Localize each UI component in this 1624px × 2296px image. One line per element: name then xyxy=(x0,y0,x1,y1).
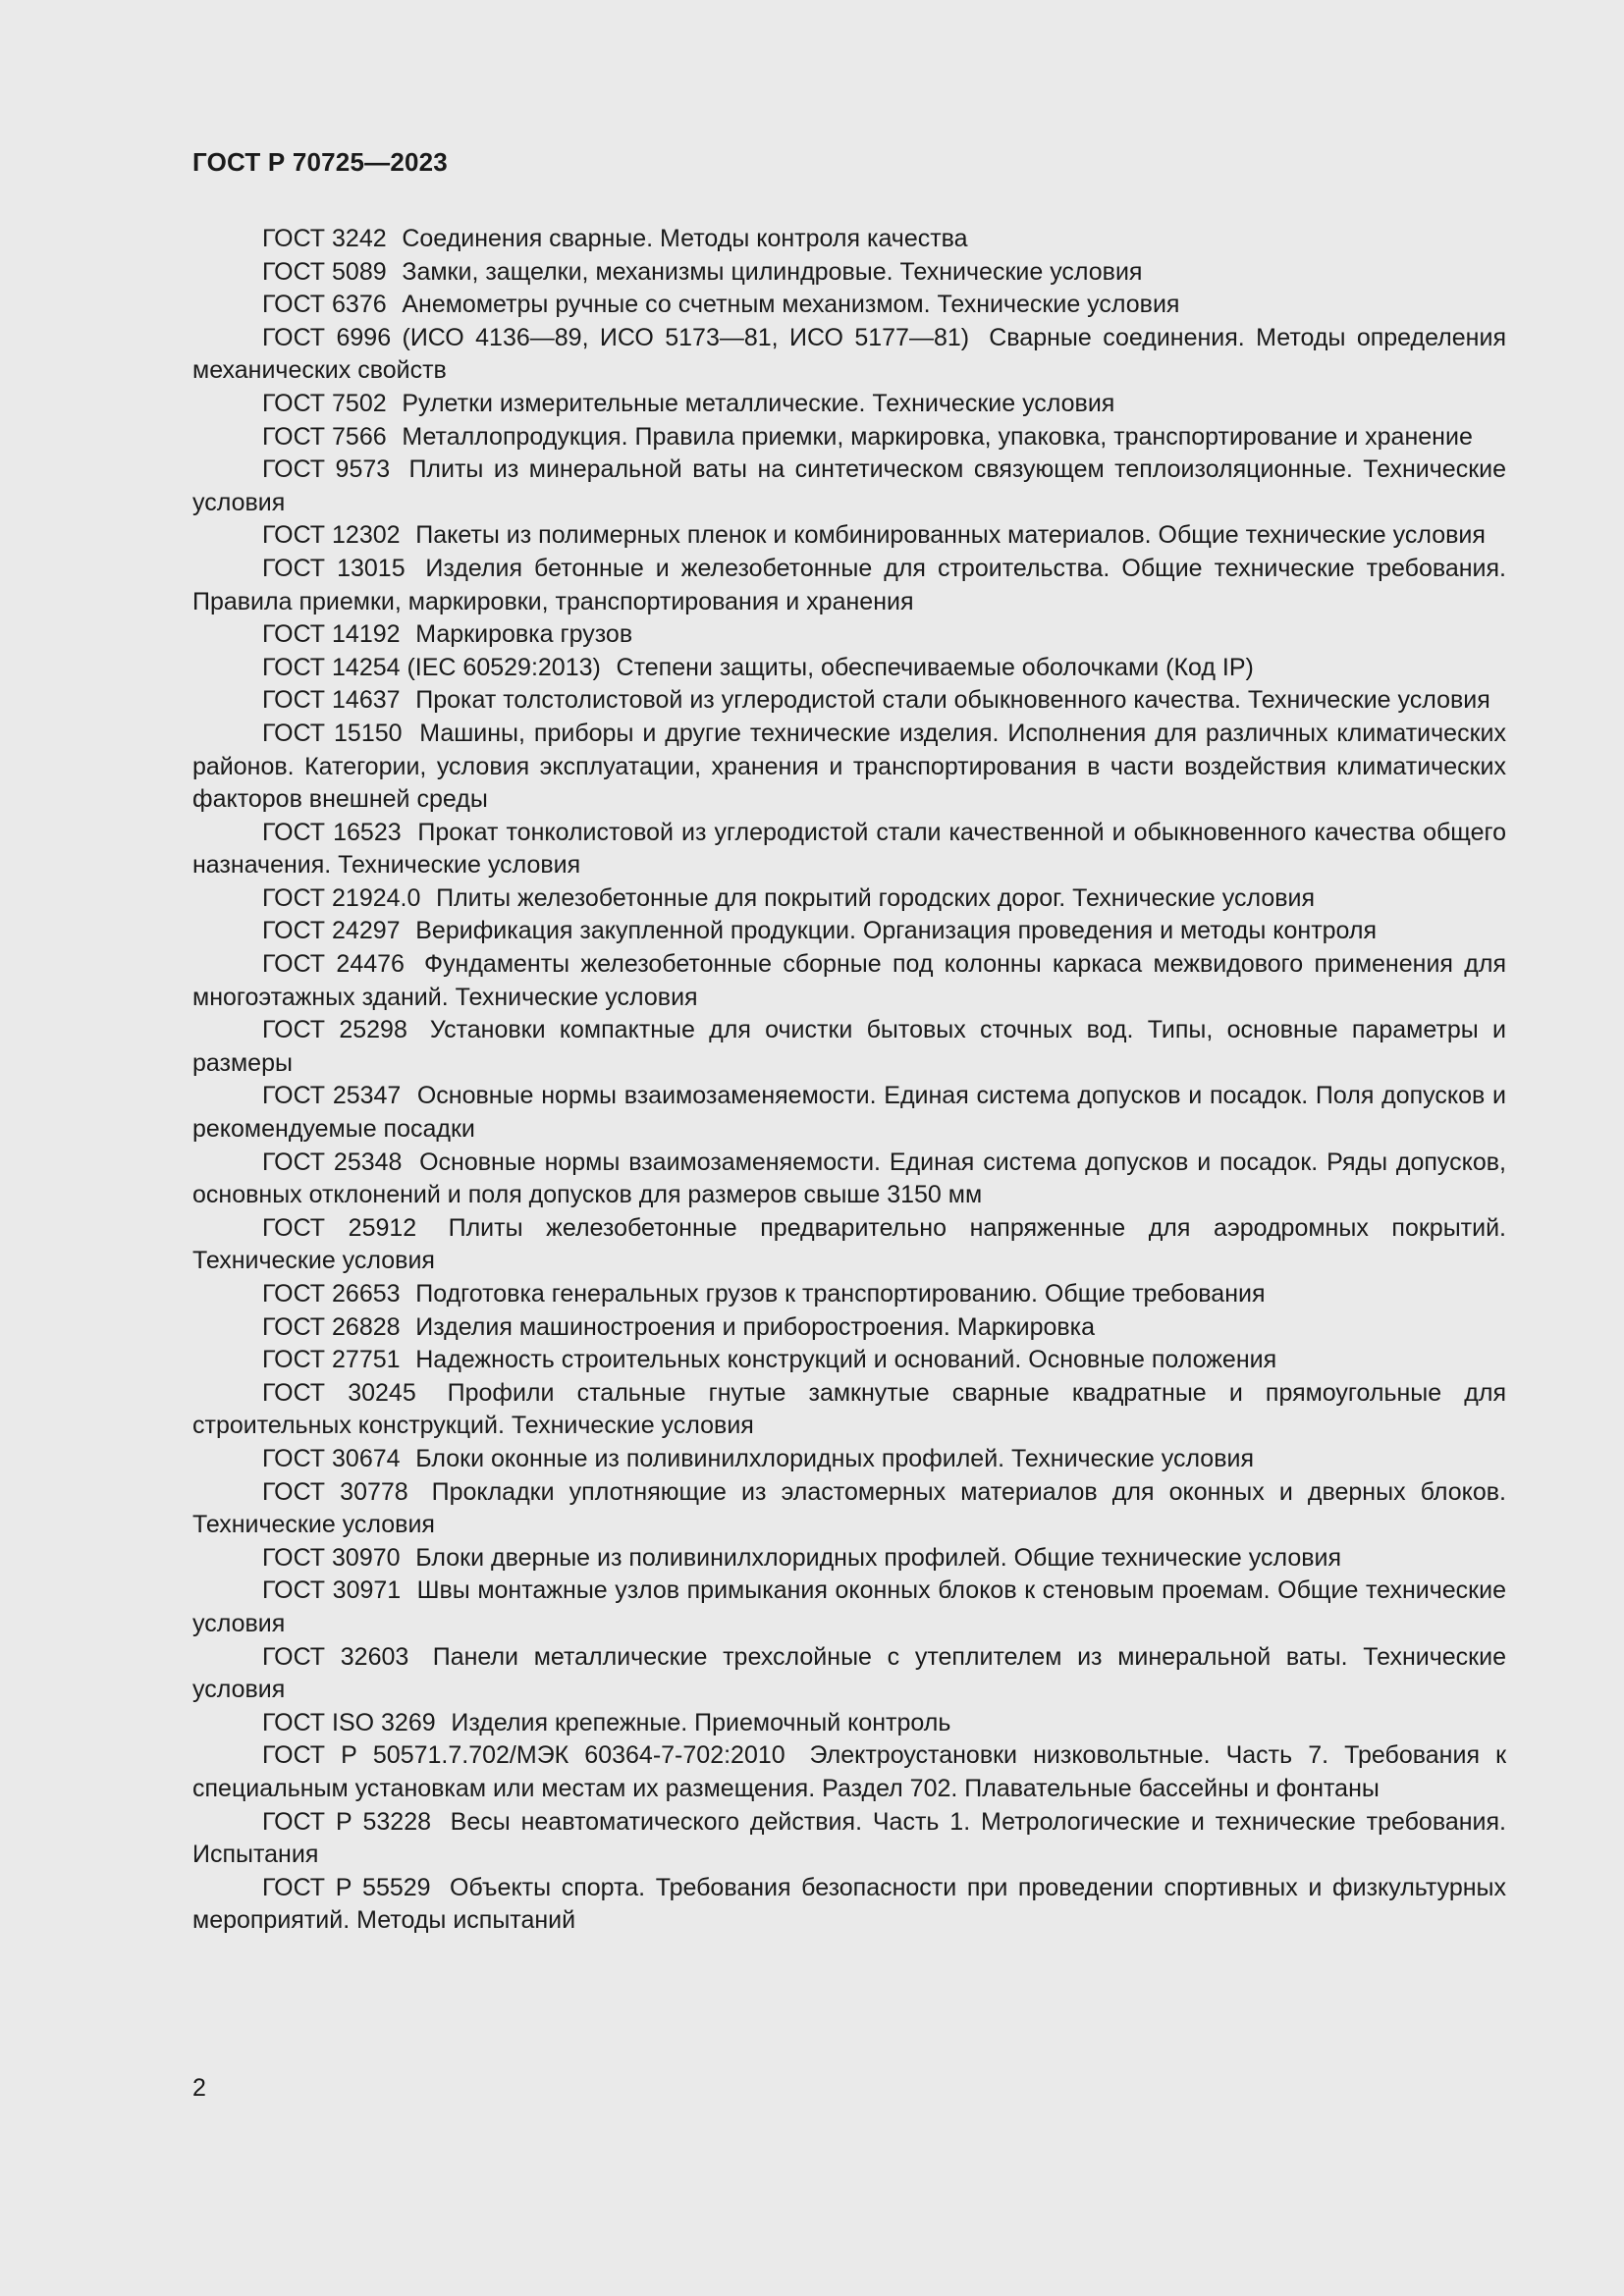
reference-title: Металлопродукция. Правила приемки, маркировка, упаковка, транспортирование и хранение xyxy=(402,422,1473,451)
reference-item xyxy=(192,519,1506,553)
reference-item xyxy=(192,1575,1506,1640)
reference-title: Прокладки уплотняющие из эластомерных материалов для оконных и дверных блоков. Технические условия xyxy=(192,1477,1507,1539)
reference-item xyxy=(192,1542,1506,1575)
reference-code: ГОСТ 26653 xyxy=(262,1280,401,1308)
reference-title: Прокат тонколистовой из углеродистой стали качественной и обыкновенного качества общего назначения. Технические условия xyxy=(192,818,1506,880)
reference-item xyxy=(192,256,1506,290)
reference-code: ГОСТ 25347 xyxy=(262,1082,402,1110)
reference-item xyxy=(192,1147,1506,1212)
reference-code: ГОСТ 30778 xyxy=(262,1477,408,1506)
reference-code: ГОСТ 5089 xyxy=(262,257,387,286)
reference-title: Маркировка грузов xyxy=(415,620,633,649)
reference-item xyxy=(192,553,1506,618)
reference-code: ГОСТ Р 55529 xyxy=(262,1873,431,1901)
reference-code: ГОСТ 15150 xyxy=(262,719,403,747)
reference-title: Плиты из минеральной ваты на синтетическом связующем теплоизоляционные. Технические условия xyxy=(192,455,1507,516)
reference-title: Соединения сварные. Методы контроля качества xyxy=(402,225,968,252)
reference-title: Степени защиты, обеспечиваемые оболочками (Код IP) xyxy=(616,653,1254,681)
reference-code: ГОСТ 30971 xyxy=(262,1576,402,1605)
reference-item xyxy=(192,1278,1506,1311)
reference-item xyxy=(192,948,1506,1014)
reference-title: Объекты спорта. Требования безопасности при проведении спортивных и физкультурных мероприятий. Методы испытаний xyxy=(192,1873,1506,1935)
reference-title: Изделия машиностроения и приборостроения. Маркировка xyxy=(415,1312,1096,1341)
reference-code: ГОСТ 24297 xyxy=(262,917,401,945)
reference-code: ГОСТ 32603 xyxy=(262,1642,409,1671)
reference-title: Изделия бетонные и железобетонные для строительства. Общие технические требования. Правила приемки, маркировки, транспортирования и хранения xyxy=(192,554,1507,615)
reference-item xyxy=(192,1641,1506,1707)
normative-references-list xyxy=(192,223,1506,1938)
reference-code: ГОСТ 16523 xyxy=(262,818,402,846)
reference-title: Блоки оконные из поливинилхлоридных профилей. Технические условия xyxy=(415,1444,1254,1472)
reference-code: ГОСТ 14192 xyxy=(262,620,401,649)
reference-code: ГОСТ 6996 (ИСО 4136—89, ИСО 5173—81, ИСО 5177—81) xyxy=(262,323,970,351)
reference-title: Установки компактные для очистки бытовых сточных вод. Типы, основные параметры и размеры xyxy=(192,1016,1506,1077)
reference-code: ГОСТ 25348 xyxy=(262,1148,403,1176)
reference-title: Профили стальные гнутые замкнутые сварные квадратные и прямоугольные для строительных конструкций. Технические условия xyxy=(192,1378,1506,1440)
reference-code: ГОСТ 6376 xyxy=(262,291,387,319)
reference-title: Блоки дверные из поливинилхлоридных профилей. Общие технические условия xyxy=(415,1543,1342,1572)
reference-code: ГОСТ 30245 xyxy=(262,1378,416,1407)
reference-code: ГОСТ 7566 xyxy=(262,422,387,451)
reference-item xyxy=(192,684,1506,718)
reference-item xyxy=(192,1739,1506,1805)
reference-title: Верификация закупленной продукции. Организация проведения и методы контроля xyxy=(415,917,1378,945)
reference-code: ГОСТ 26828 xyxy=(262,1312,401,1341)
reference-item xyxy=(192,1014,1506,1080)
reference-code: ГОСТ 30674 xyxy=(262,1444,401,1472)
reference-code: ГОСТ 25298 xyxy=(262,1016,407,1044)
reference-item xyxy=(192,1806,1506,1872)
reference-title: Машины, приборы и другие технические изделия. Исполнения для различных климатических районов. Категории, условия эксплуатации, хранения и транспортирования в части воздействия климатических факторов внешней среды xyxy=(192,719,1506,814)
reference-item xyxy=(192,1212,1506,1278)
reference-item xyxy=(192,618,1506,652)
reference-code: ГОСТ 3242 xyxy=(262,225,387,252)
reference-item xyxy=(192,223,1506,256)
reference-title: Прокат толстолистовой из углеродистой стали обыкновенного качества. Технические условия xyxy=(415,686,1490,715)
reference-title: Плиты железобетонные предварительно напряженные для аэродромных покрытий. Технические условия xyxy=(192,1213,1507,1275)
reference-code: ГОСТ 24476 xyxy=(262,950,405,979)
reference-code: ГОСТ ISO 3269 xyxy=(262,1708,436,1736)
reference-code: ГОСТ 25912 xyxy=(262,1213,417,1242)
reference-title: Электроустановки низковольтные. Часть 7. Требования к специальным установкам или местам их размещения. Раздел 702. Плавательные бассейны и фонтаны xyxy=(192,1741,1507,1802)
reference-title: Плиты железобетонные для покрытий городских дорог. Технические условия xyxy=(436,883,1316,912)
reference-item xyxy=(192,1377,1506,1443)
reference-title: Панели металлические трехслойные с утеплителем из минеральной ваты. Технические условия xyxy=(192,1642,1506,1704)
reference-code: ГОСТ 21924.0 xyxy=(262,883,421,912)
reference-title: Весы неавтоматического действия. Часть 1. Метрологические и технические требования. Испытания xyxy=(192,1807,1506,1869)
reference-code: ГОСТ Р 53228 xyxy=(262,1807,432,1836)
reference-code: ГОСТ Р 50571.7.702/МЭК 60364-7-702:2010 xyxy=(262,1741,785,1770)
reference-item xyxy=(192,454,1506,519)
reference-code: ГОСТ 7502 xyxy=(262,389,387,417)
reference-item xyxy=(192,817,1506,882)
reference-item xyxy=(192,882,1506,916)
reference-item xyxy=(192,1872,1506,1938)
reference-title: Фундаменты железобетонные сборные под колонны каркаса межвидового применения для многоэтажных зданий. Технические условия xyxy=(192,950,1507,1011)
reference-code: ГОСТ 27751 xyxy=(262,1346,401,1374)
reference-item xyxy=(192,388,1506,421)
reference-title: Основные нормы взаимозаменяемости. Единая система допусков и посадок. Поля допусков и рекомендуемые посадки xyxy=(192,1082,1506,1144)
reference-title: Изделия крепежные. Приемочный контроль xyxy=(451,1708,951,1736)
reference-item xyxy=(192,1080,1506,1146)
reference-item xyxy=(192,322,1506,388)
reference-item xyxy=(192,1707,1506,1740)
page-number: 2 xyxy=(192,2074,206,2102)
reference-code: ГОСТ 14637 xyxy=(262,686,401,715)
reference-item xyxy=(192,718,1506,817)
reference-title: Сварные соединения. Методы определения механических свойств xyxy=(192,323,1506,385)
reference-title: Швы монтажные узлов примыкания оконных блоков к стеновым проемам. Общие технические условия xyxy=(192,1576,1506,1637)
reference-item xyxy=(192,915,1506,948)
reference-item xyxy=(192,1344,1506,1377)
reference-title: Замки, защелки, механизмы цилиндровые. Технические условия xyxy=(402,257,1143,286)
reference-code: ГОСТ 13015 xyxy=(262,554,406,582)
reference-item xyxy=(192,421,1506,454)
document-header: ГОСТ Р 70725—2023 xyxy=(192,147,448,177)
reference-title: Подготовка генеральных грузов к транспортированию. Общие требования xyxy=(415,1280,1266,1308)
reference-code: ГОСТ 12302 xyxy=(262,521,401,550)
reference-title: Надежность строительных конструкций и оснований. Основные положения xyxy=(415,1346,1277,1374)
reference-code: ГОСТ 30970 xyxy=(262,1543,401,1572)
reference-title: Рулетки измерительные металлические. Технические условия xyxy=(402,389,1115,417)
reference-code: ГОСТ 9573 xyxy=(262,455,391,484)
reference-code: ГОСТ 14254 (IEC 60529:2013) xyxy=(262,653,601,681)
reference-title: Основные нормы взаимозаменяемости. Единая система допусков и посадок. Ряды допусков, основных отклонений и поля допусков для размеров свыше 3150 мм xyxy=(192,1148,1506,1209)
reference-item xyxy=(192,289,1506,322)
reference-item xyxy=(192,1443,1506,1476)
reference-item xyxy=(192,1311,1506,1345)
reference-title: Анемометры ручные со счетным механизмом. Технические условия xyxy=(402,291,1180,319)
reference-item xyxy=(192,1476,1506,1542)
reference-item xyxy=(192,652,1506,685)
reference-title: Пакеты из полимерных пленок и комбинированных материалов. Общие технические условия xyxy=(415,521,1486,550)
